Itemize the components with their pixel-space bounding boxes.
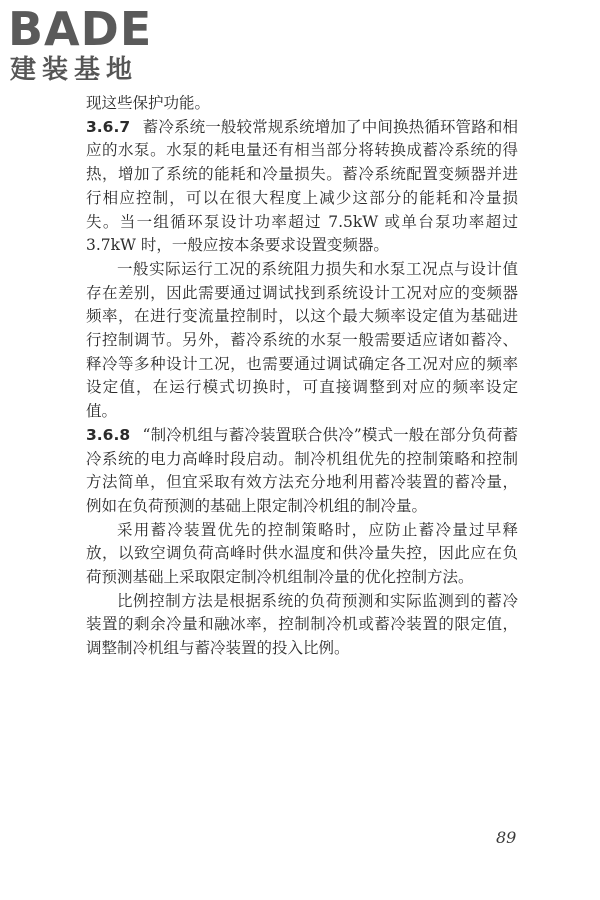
section-3-6-8: [86, 424, 518, 519]
section-number: 3.6.7: [86, 117, 131, 136]
section-number: 3.6.8: [86, 425, 131, 444]
section-3-6-7: [86, 116, 518, 258]
page-body: [86, 92, 518, 661]
section-text: “制冷机组与蓄冷装置联合供冷”模式一般在部分负荷蓄冷系统的电力高峰时段启动。制冷机组优先的控制策略和控制方法简单，但宜采取有效方法充分地利用蓄冷装置的蓄冷量，例如在负荷预测的基础上限定制冷机组的制冷量。: [86, 425, 518, 515]
bade-logo: [8, 4, 178, 90]
paragraph: 采用蓄冷装置优先的控制策略时，应防止蓄冷量过早释放，以致空调负荷高峰时供水温度和供冷量失控，因此应在负荷预测基础上采取限定制冷机组制冷量的优化控制方法。: [86, 520, 518, 587]
paragraph: 一般实际运行工况的系统阻力损失和水泵工况点与设计值存在差别，因此需要通过调试找到系统设计工况对应的变频器频率，在进行变流量控制时，以这个最大频率设定值为基础进行控制调节。另外，蓄冷系统的水泵一般需要适应诸如蓄冷、释冷等多种设计工况，也需要通过调试确定各工况对应的频率设定值，在运行模式切换时，可直接调整到对应的频率设定值。: [86, 259, 518, 421]
section-text: 蓄冷系统一般较常规系统增加了中间换热循环管路和相应的水泵。水泵的耗电量还有相当部分将转换成蓄冷系统的得热，增加了系统的能耗和冷量损失。蓄冷系统配置变频器并进行相应控制，可以在很大程度上减少这部分的能耗和冷量损失。当一组循环泵设计功率超过 7.5kW 或单台泵功率超过 3.7kW 时，一般应按本条要求设置变频器。: [86, 117, 518, 255]
logo-wordmark: BADE: [8, 2, 153, 56]
page-number: 89: [496, 828, 517, 847]
paragraph-continuation: 现这些保护功能。: [86, 94, 211, 112]
paragraph: 比例控制方法是根据系统的负荷预测和实际监测到的蓄冷装置的剩余冷量和融冰率，控制制冷机或蓄冷装置的限定值，调整制冷机组与蓄冷装置的投入比例。: [86, 591, 518, 658]
logo-subtitle: 建装基地: [10, 55, 139, 85]
